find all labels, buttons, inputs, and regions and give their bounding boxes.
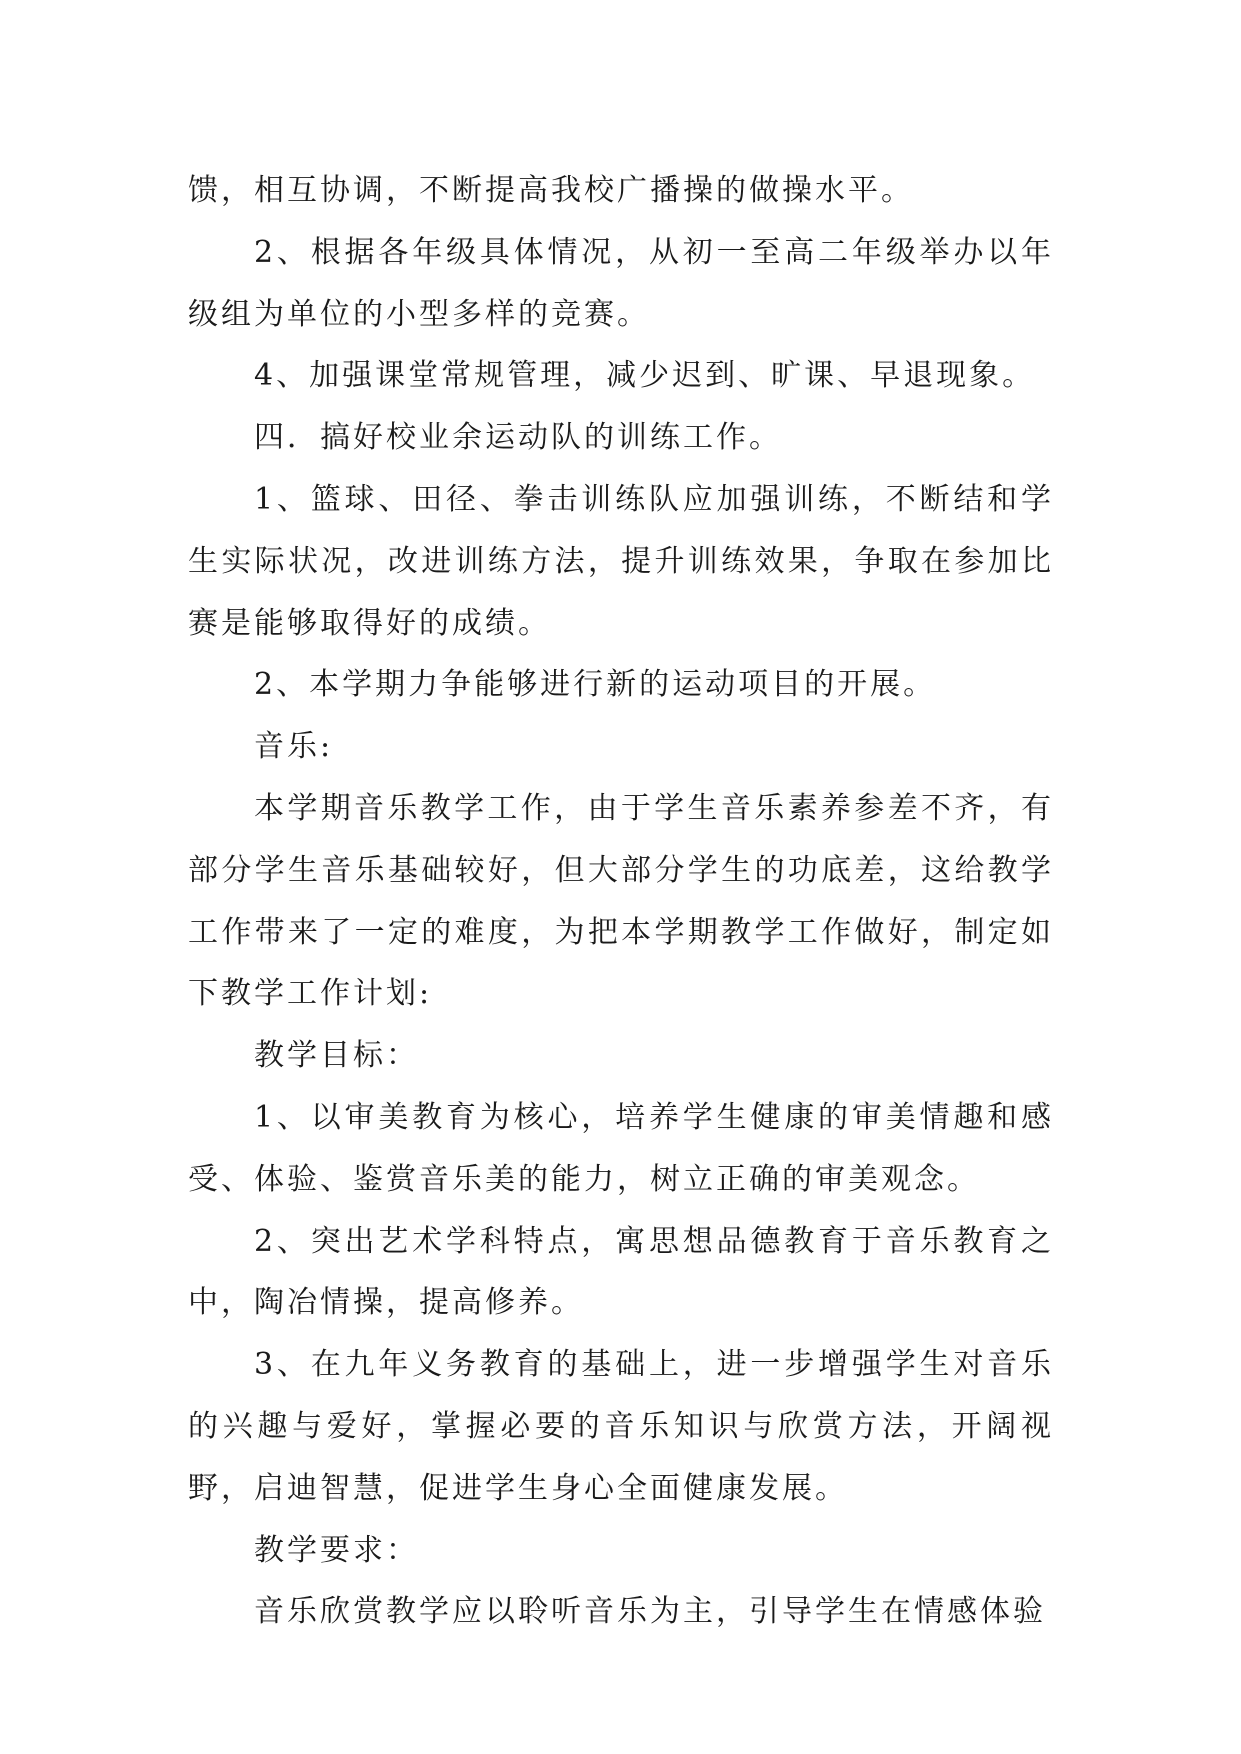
paragraph-2: 2、根据各年级具体情况，从初一至高二年级举办以年级组为单位的小型多样的竞赛。: [188, 234, 1054, 332]
section-heading-4: 四．搞好校业余运动队的训练工作。: [254, 420, 782, 456]
paragraph-5: 1、篮球、田径、拳击训练队应加强训练，不断结和学生实际状况，改进训练方法，提升训练效果，争取在参加比赛是能够取得好的成绩。: [188, 481, 1054, 641]
paragraph-1: 馈，相互协调，不断提高我校广播操的做操水平。: [188, 173, 914, 208]
paragraph-11: 2、突出艺术学科特点，寓思想品德教育于音乐教育之中，陶冶情操，提高修养。: [188, 1223, 1054, 1321]
section-heading-teaching-goals: 教学目标：: [254, 1038, 419, 1074]
paragraph-14: 音乐欣赏教学应以聆听音乐为主，引导学生在情感体验: [254, 1594, 1046, 1630]
section-heading-music: 音乐:: [254, 729, 334, 765]
paragraph-12: 3、在九年义务教育的基础上，进一步增强学生对音乐的兴趣与爱好，掌握必要的音乐知识与欣赏方法，开阔视野，启迪智慧，促进学生身心全面健康发展。: [188, 1347, 1054, 1506]
paragraph-6: 2、本学期力争能够进行新的运动项目的开展。: [254, 667, 937, 703]
paragraph-8: 本学期音乐教学工作，由于学生音乐素养参差不齐，有部分学生音乐基础较好，但大部分学生的功底差，这给教学工作带来了一定的难度，为把本学期教学工作做好，制定如下教学工作计划:: [188, 790, 1054, 1012]
document-body: [188, 160, 1054, 1643]
section-heading-teaching-requirements: 教学要求：: [254, 1532, 419, 1568]
paragraph-3: 4、加强课堂常规管理，减少迟到、旷课、早退现象。: [254, 358, 1036, 394]
paragraph-10: 1、以审美教育为核心，培养学生健康的审美情趣和感受、体验、鉴赏音乐美的能力，树立正确的审美观念。: [188, 1099, 1054, 1197]
